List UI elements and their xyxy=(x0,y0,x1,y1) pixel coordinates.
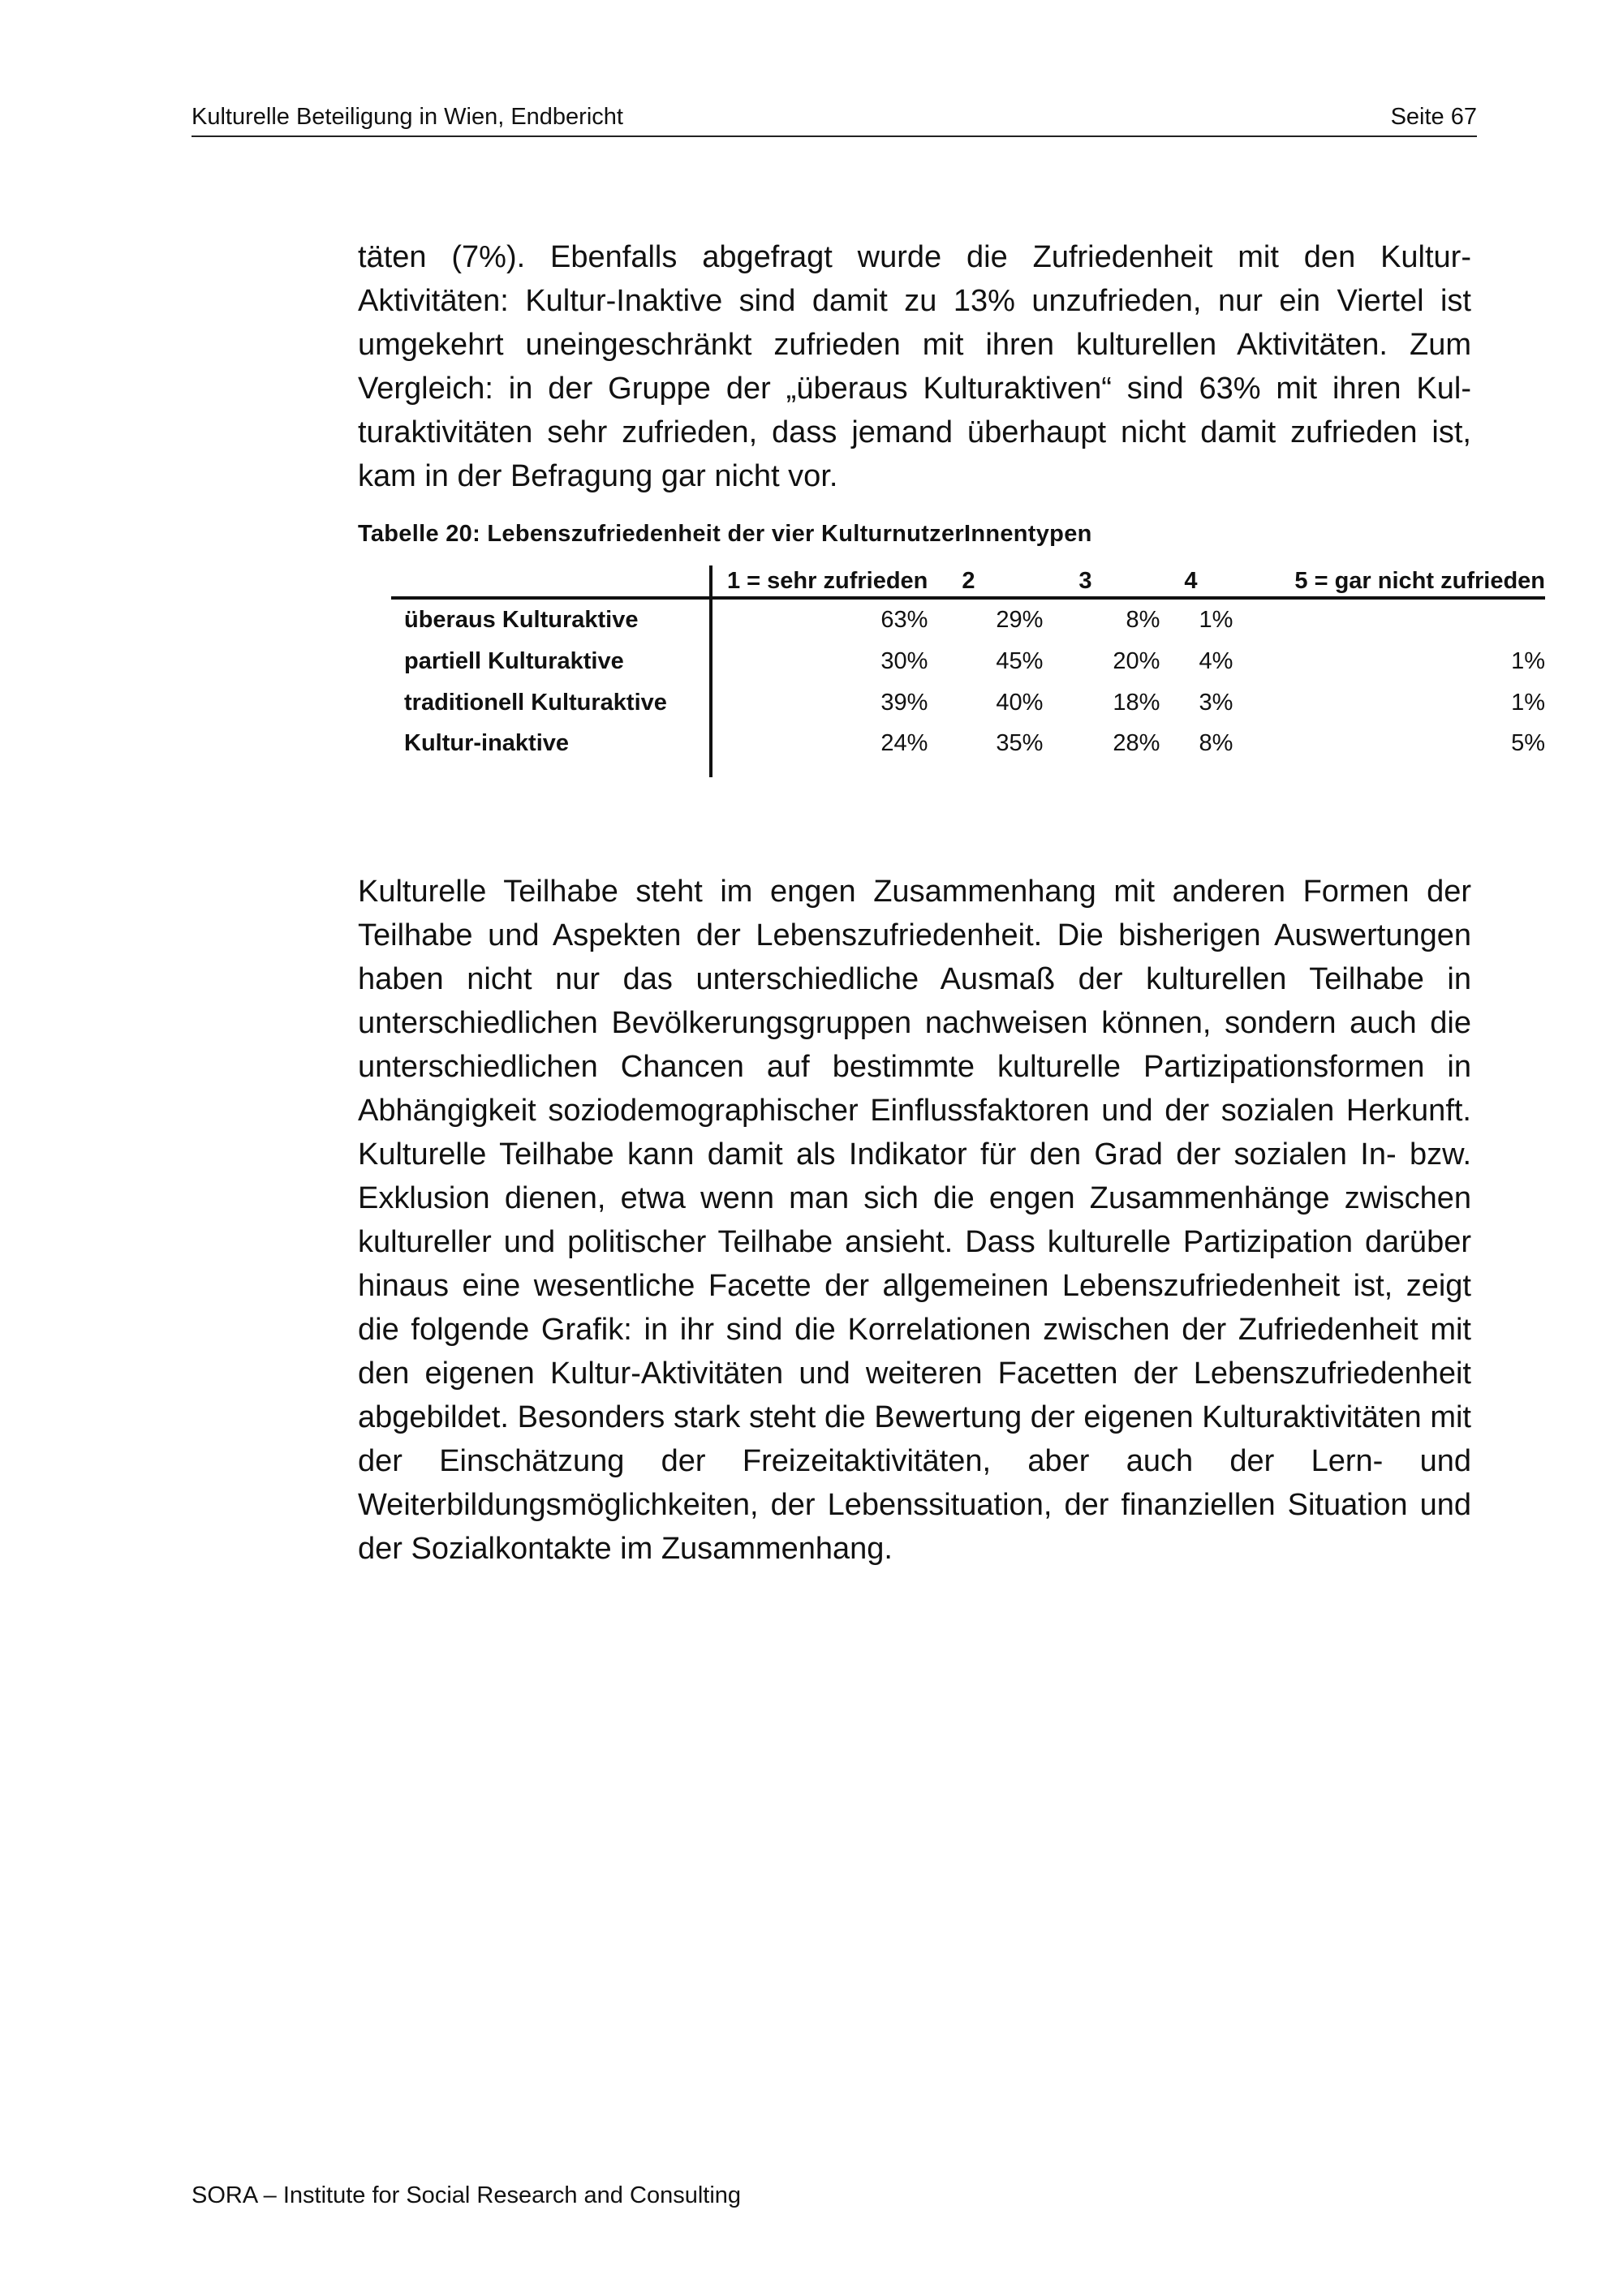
table-row xyxy=(391,641,1545,682)
column-header: 1 = sehr zufrieden xyxy=(711,565,928,598)
paragraph-main: Kulturelle Teilhabe steht im engen Zusammenhang mit anderen Formen der Teilhabe und Aspekten der Lebenszufriedenheit. Die bisherigen Auswertungen haben nicht nur das unterschiedliche Ausmaß der kulturellen Teilhabe in unterschiedlichen Bevölkerungsgruppen nachweisen können, sondern auch die unterschiedlichen Chancen auf bestimmte kulturelle Partizipationsformen in Abhängigkeit soziodemographischer Einflussfaktoren und der sozialen Herkunft. Kulturelle Teilhabe kann damit als Indikator für den Grad der sozialen In- bzw. Exklusion dienen, etwa wenn man sich die engen Zusammenhänge zwischen kultureller und politischer Teilhabe ansieht. Dass kulturelle Partizipation darüber hinaus eine wesentliche Facette der allgemeinen Lebenszufriedenheit ist, zeigt die folgende Grafik: in ihr sind die Korrelationen zwischen der Zufriedenheit mit den eigenen Kultur-Aktivitäten und weiteren Facetten der Lebenszufriedenheit abgebildet. Besonders stark steht die Bewertung der eigenen Kulturaktivitäten mit der Einschätzung der Freizeitaktivitäten, aber auch der Lern- und Weiterbildungsmöglichkeiten, der Lebenssituation, der finanziellen Situation und der Sozialkontakte im Zusammenhang. xyxy=(358,875,1471,1566)
table-cell: 28% xyxy=(1113,730,1160,756)
table-cell: 63% xyxy=(880,607,928,633)
header-empty-cell xyxy=(391,565,711,598)
table-cell: 24% xyxy=(880,730,928,756)
table-cell: 8% xyxy=(1199,730,1233,756)
table-cell: 45% xyxy=(996,648,1044,674)
row-label: partiell Kulturaktive xyxy=(391,641,711,682)
table-cell: 35% xyxy=(996,730,1044,756)
table-cell: 40% xyxy=(996,690,1044,716)
table-row xyxy=(391,682,1545,724)
table-cell: 1% xyxy=(1511,690,1545,716)
column-header: 5 = gar nicht zufrieden xyxy=(1233,565,1545,598)
table-cell: 20% xyxy=(1113,648,1160,674)
table-cell: 3% xyxy=(1199,690,1233,716)
table-cell: 30% xyxy=(880,648,928,674)
column-header: 4 xyxy=(1160,565,1233,598)
column-header: 2 xyxy=(928,565,1043,598)
row-label: traditionell Kulturaktive xyxy=(391,682,711,724)
page-footer: SORA – Institute for Social Research and Consulting xyxy=(192,2182,742,2208)
table-cell: 39% xyxy=(880,690,928,716)
table-cell: 29% xyxy=(996,607,1044,633)
page-number: Seite 67 xyxy=(1390,104,1477,130)
table-cell: 8% xyxy=(1126,607,1160,633)
table-header-row xyxy=(391,565,1545,598)
table-cell: 1% xyxy=(1511,648,1545,674)
column-header: 3 xyxy=(1043,565,1160,598)
table-cell: 1% xyxy=(1199,607,1233,633)
table-cell xyxy=(1233,598,1545,641)
satisfaction-table xyxy=(391,565,1545,777)
row-label: Kultur-inaktive xyxy=(391,724,711,777)
document-title: Kulturelle Beteiligung in Wien, Endbericht xyxy=(192,104,623,130)
table-row xyxy=(391,724,1545,777)
table-cell: 4% xyxy=(1199,648,1233,674)
table-row xyxy=(391,598,1545,641)
row-label: überaus Kulturaktive xyxy=(391,598,711,641)
paragraph-intro: täten (7%). Ebenfalls abgefragt wurde die Zufriedenheit mit den Kultur-Aktivitäten: Kultur-Inaktive sind damit zu 13% unzufrieden, nur ein Viertel ist umgekehrt uneingeschränkt zufrieden mit ihren kulturellen Aktivitäten. Zum Vergleich: in der Gruppe der „überaus Kulturaktiven“ sind 63% mit ihren Kulturaktivitäten sehr zufrieden, dass jemand überhaupt nicht damit zufrieden ist, kam in der Befragung gar nicht vor. xyxy=(358,240,1471,493)
table-caption: Tabelle 20: Lebenszufriedenheit der vier KulturnutzerInnentypen xyxy=(358,521,1092,547)
table-cell: 5% xyxy=(1511,730,1545,756)
page-header xyxy=(192,104,1477,137)
table-cell: 18% xyxy=(1113,690,1160,716)
